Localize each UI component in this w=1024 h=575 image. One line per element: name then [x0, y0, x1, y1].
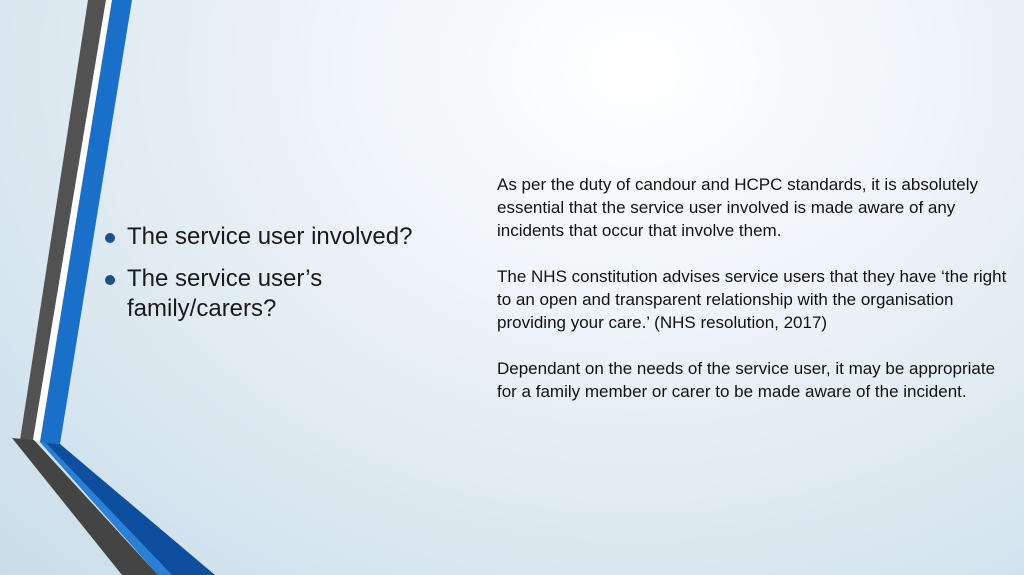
white-separator: [33, 0, 112, 442]
paragraph: Dependant on the needs of the service user, it may be appropriate for a family member or carer to be made aware of the incident.: [497, 359, 996, 401]
bullet-dot-icon: [105, 275, 115, 285]
bullet-dot-icon: [105, 233, 115, 243]
bullet-list: [103, 222, 463, 336]
bullet-item: [103, 222, 463, 252]
bullet-text: The service user’s family/carers?: [127, 265, 323, 322]
paragraph: The NHS constitution advises service users that they have ‘the right to an open and transparent relationship with the organisation providing your care.’ (NHS resolution, 2017): [497, 267, 1007, 332]
bullet-item: [103, 264, 463, 324]
paragraph: As per the duty of candour and HCPC standards, it is absolutely essential that the service user involved is made aware of any incidents that occur that involve them.: [497, 175, 978, 240]
gray-chevron: [12, 438, 158, 575]
body-text: [497, 173, 1007, 426]
bullet-text: The service user involved?: [127, 223, 413, 250]
